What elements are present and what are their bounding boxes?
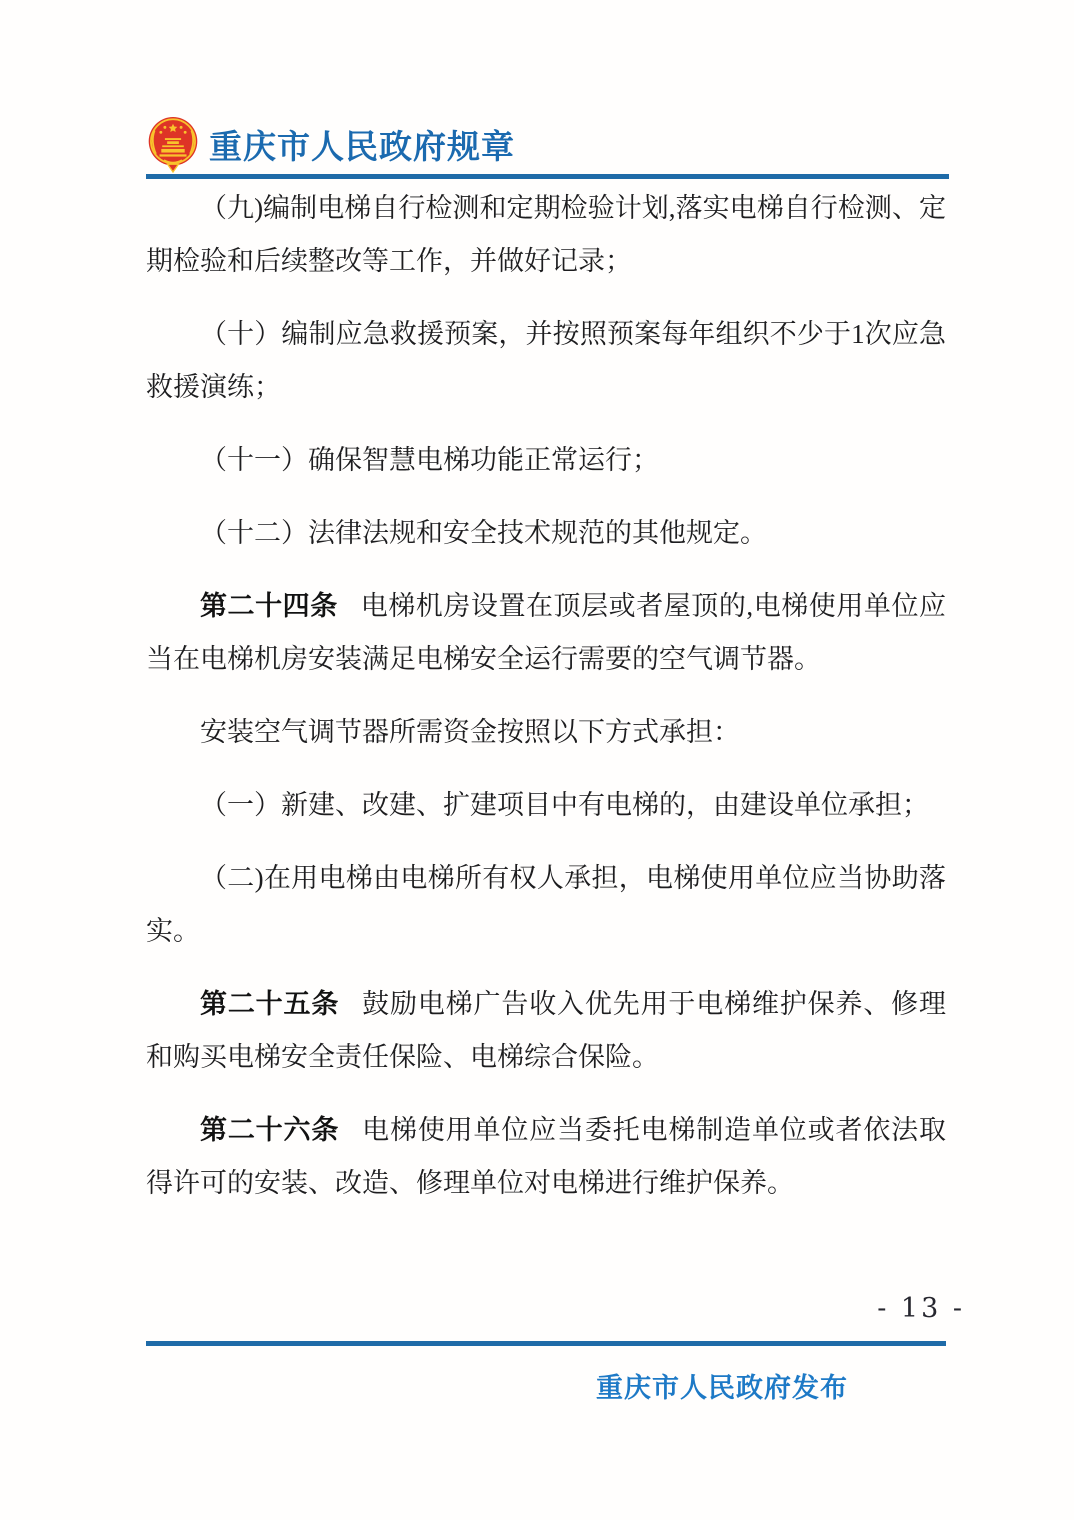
page-title: 重庆市人民政府规章: [209, 127, 515, 165]
article-number: 第二十四条: [200, 591, 338, 621]
china-national-emblem-icon: [146, 114, 200, 174]
publisher-label: 重庆市人民政府发布: [596, 1373, 848, 1403]
paragraph: （二)在用电梯由电梯所有权人承担，电梯使用单位应当协助落实。: [146, 863, 946, 946]
paragraph: 第二十五条 鼓励电梯广告收入优先用于电梯维护保养、修理和购买电梯安全责任保险、电梯综合保险。: [146, 989, 947, 1072]
paragraph: （十二）法律法规和安全技术规范的其他规定。: [200, 518, 767, 548]
header: [146, 114, 515, 174]
article-number: 第二十五条: [200, 989, 340, 1019]
header-divider: [146, 174, 949, 179]
paragraph: （九)编制电梯自行检测和定期检验计划,落实电梯自行检测、定期检验和后续整改等工作，并做好记录；: [146, 193, 946, 276]
paragraph: （十）编制应急救援预案，并按照预案每年组织不少于1次应急救援演练；: [146, 319, 946, 402]
page-number: - 13 -: [877, 1293, 965, 1324]
paragraph: （一）新建、改建、扩建项目中有电梯的，由建设单位承担；: [200, 790, 929, 820]
document-body: [146, 182, 946, 1230]
paragraph: 第二十四条 电梯机房设置在顶层或者屋顶的,电梯使用单位应当在电梯机房安装满足电梯安全运行需要的空气调节器。: [146, 591, 947, 674]
footer-divider: [146, 1341, 946, 1346]
paragraph: 安装空气调节器所需资金按照以下方式承担：: [200, 717, 740, 747]
paragraph: 第二十六条 电梯使用单位应当委托电梯制造单位或者依法取得许可的安装、改造、修理单位对电梯进行维护保养。: [146, 1115, 947, 1198]
article-number: 第二十六条: [200, 1115, 340, 1145]
paragraph: （十一）确保智慧电梯功能正常运行；: [200, 445, 659, 475]
